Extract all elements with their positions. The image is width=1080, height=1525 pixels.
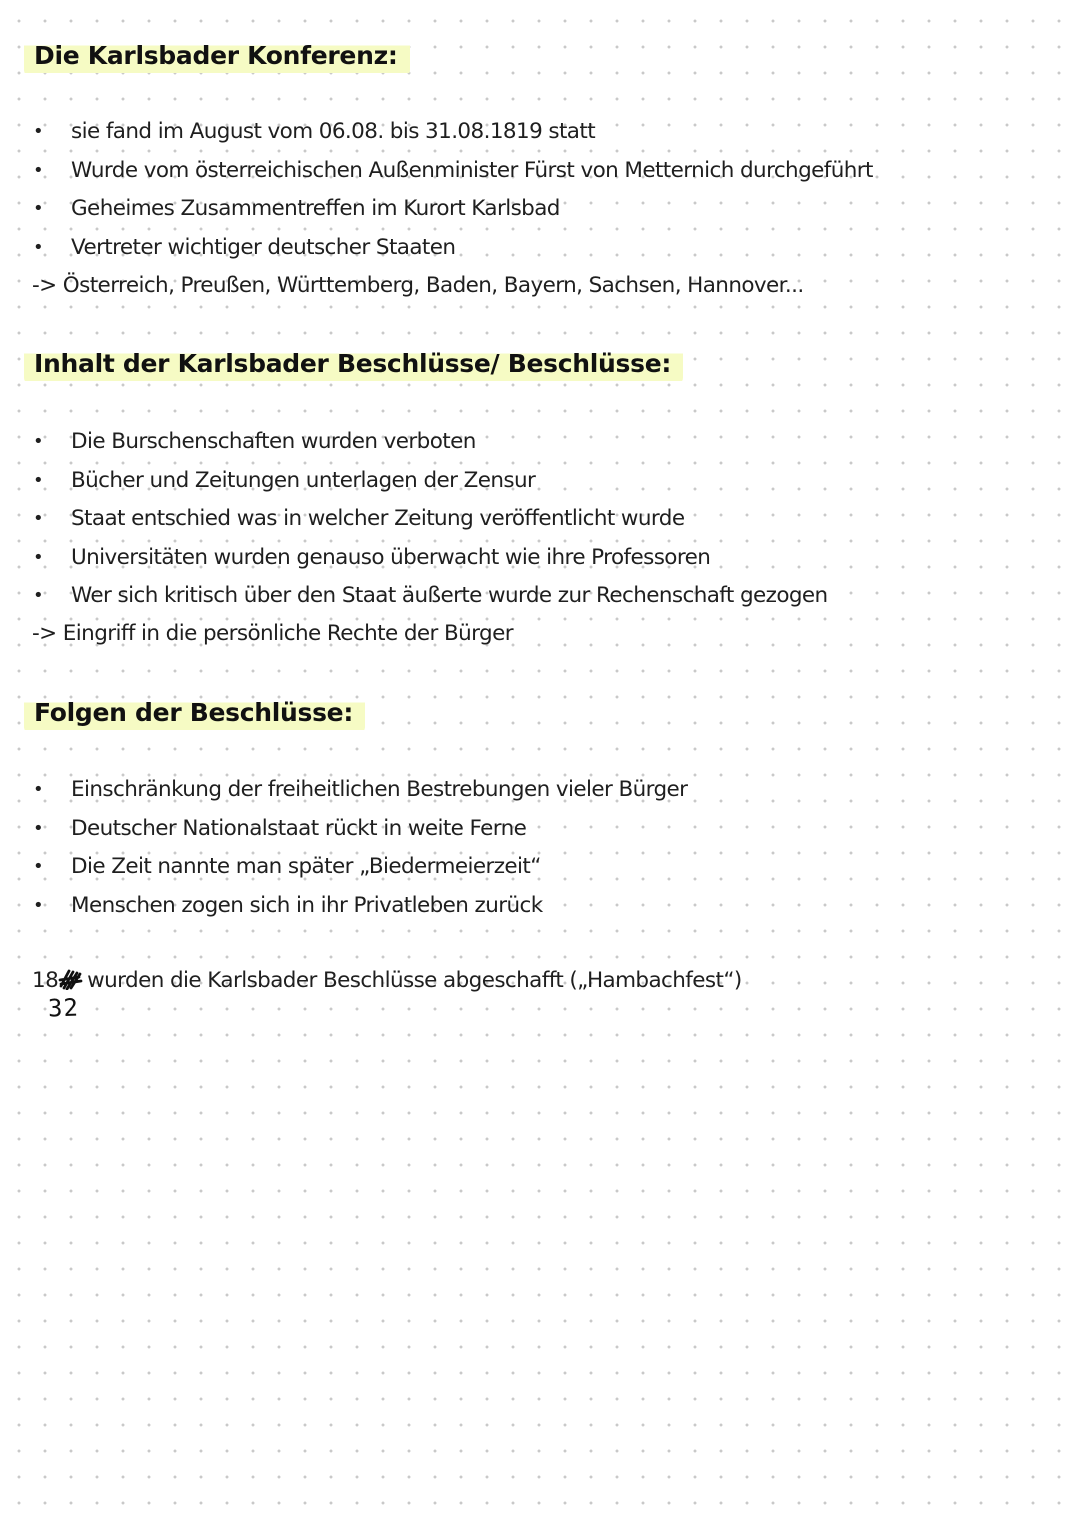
bullet-dot: • — [33, 894, 44, 916]
arrow-note-eingriff: -> Eingriff in die persönliche Rechte der Bürger — [32, 621, 513, 646]
list-item — [28, 462, 828, 501]
bullet-dot: • — [33, 779, 44, 800]
year-prefix: 18 — [32, 968, 59, 993]
bullet-dot: • — [33, 546, 44, 568]
list-item — [28, 848, 687, 887]
list-item-text: Vertreter wichtiger deutscher Staaten — [71, 234, 456, 260]
list-item-text: Bücher und Zeitungen unterlagen der Zensur — [71, 467, 536, 493]
list-item — [28, 810, 687, 849]
list-item-text: Die Burschenschaften wurden verboten — [71, 429, 476, 454]
list-item — [28, 423, 828, 462]
scribble-icon — [58, 968, 84, 990]
bullet-dot: • — [33, 469, 44, 491]
list-item-text: sie fand im August vom 06.08. bis 31.08.1819 statt — [71, 119, 596, 144]
handwritten-correction: 32 — [47, 993, 80, 1023]
list-item — [28, 190, 873, 229]
list-item-text: Einschränkung der freiheitlichen Bestrebungen vieler Bürger — [71, 777, 688, 802]
list-item-text: Wer sich kritisch über den Staat äußerte wurde zur Rechenschaft gezogen — [71, 583, 828, 608]
bullet-list-folgen — [28, 771, 687, 925]
bullet-dot: • — [33, 817, 44, 839]
heading-folgen-beschluesse: Folgen der Beschlüsse: — [24, 694, 365, 733]
list-item — [28, 539, 828, 578]
list-item-text: Die Zeit nannte man später „Biedermeierzeit“ — [71, 854, 541, 879]
heading-inhalt-beschluesse: Inhalt der Karlsbader Beschlüsse/ Beschlüsse: — [24, 345, 683, 384]
list-item-text: Geheimes Zusammentreffen im Kurort Karlsbad — [71, 196, 560, 221]
arrow-note-staaten: -> Österreich, Preußen, Württemberg, Baden, Bayern, Sachsen, Hannover... — [32, 273, 804, 298]
list-item-text: Universitäten wurden genauso überwacht wie ihre Professoren — [71, 544, 711, 570]
list-item — [28, 229, 873, 268]
heading-karlsbader-konferenz: Die Karlsbader Konferenz: — [24, 37, 410, 76]
list-item-text: Menschen zogen sich in ihr Privatleben zurück — [71, 892, 543, 918]
list-item — [28, 152, 873, 191]
list-item — [28, 113, 873, 152]
bullet-list-inhalt — [28, 423, 828, 616]
bullet-dot: • — [33, 236, 44, 258]
bullet-dot: • — [33, 121, 44, 142]
bullet-dot: • — [33, 508, 44, 529]
bullet-dot: • — [33, 159, 44, 181]
bullet-dot: • — [33, 198, 44, 219]
list-item — [28, 577, 828, 616]
list-item-text: Staat entschied was in welcher Zeitung veröffentlicht wurde — [71, 506, 685, 531]
list-item — [28, 887, 687, 926]
list-item — [28, 771, 687, 810]
bullet-dot: • — [33, 585, 44, 606]
final-note-text: wurden die Karlsbader Beschlüsse abgeschafft („Hambachfest“) — [87, 968, 742, 993]
bullet-dot: • — [33, 856, 44, 877]
list-item-text: Wurde vom österreichischen Außenminister Fürst von Metternich durchgeführt — [71, 157, 873, 183]
final-note — [32, 962, 742, 1000]
list-item — [28, 500, 828, 539]
bullet-list-konferenz — [28, 113, 873, 267]
list-item-text: Deutscher Nationalstaat rückt in weite Ferne — [71, 815, 527, 841]
bullet-dot: • — [33, 431, 44, 452]
